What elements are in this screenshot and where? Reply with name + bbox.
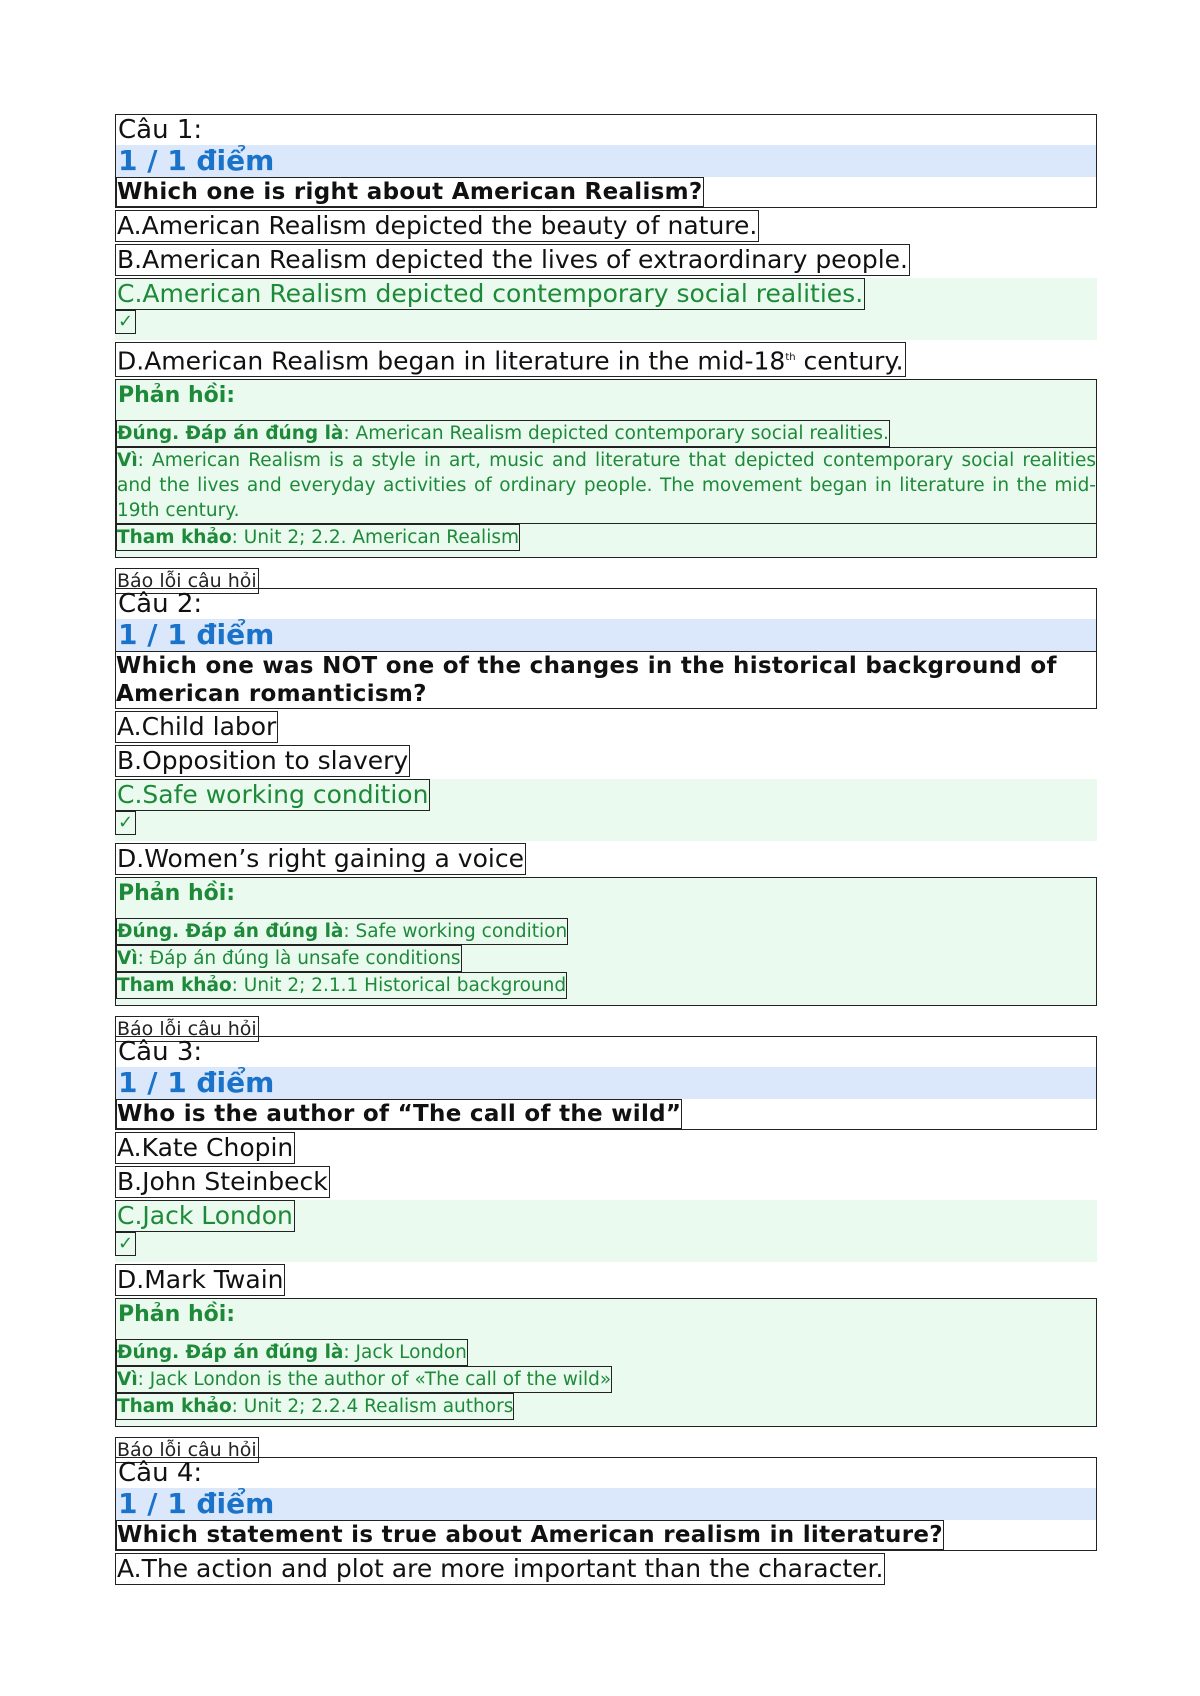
answer-text: B.John Steinbeck [117, 1167, 328, 1197]
question-header [115, 1457, 1097, 1520]
report-question-link[interactable]: Báo lỗi câu hỏi [117, 570, 257, 593]
answer-d[interactable] [115, 1264, 1097, 1296]
answer-text-tail: century. [795, 346, 904, 376]
report-question-link[interactable]: Báo lỗi câu hỏi [117, 1439, 257, 1462]
question-text: Which one is right about American Realism? [117, 179, 703, 205]
feedback-why [116, 1366, 1096, 1393]
checkmark-icon: ✓ [115, 310, 136, 334]
answer-a[interactable] [115, 210, 1097, 242]
feedback-correct [116, 1339, 1096, 1366]
answer-a[interactable] [115, 1553, 1097, 1585]
answer-text: A.Kate Chopin [117, 1133, 294, 1163]
why-label: Vì [117, 1369, 138, 1391]
question-text: Which statement is true about American realism in literature? [117, 1522, 943, 1549]
question-box [115, 1099, 1097, 1130]
answer-b[interactable] [115, 745, 1097, 777]
score: 1 / 1 điểm [116, 145, 1096, 177]
answer-text: D.Mark Twain [117, 1265, 284, 1295]
score: 1 / 1 điểm [116, 1488, 1096, 1520]
correct-label: Đúng. Đáp án đúng là [117, 921, 344, 943]
correct-value: : Safe working condition [343, 921, 568, 943]
feedback-title: Phản hồi: [118, 881, 236, 907]
question-4 [115, 1457, 1097, 1585]
answer-d[interactable] [115, 843, 1097, 875]
answer-text [115, 342, 906, 377]
feedback-reference [116, 972, 1096, 999]
why-label: Vì [117, 450, 138, 472]
checkmark-icon: ✓ [115, 811, 136, 835]
feedback-title: Phản hồi: [118, 1302, 236, 1328]
question-3 [115, 1036, 1097, 1462]
feedback-title: Phản hồi: [118, 383, 236, 409]
answer-text: C.Jack London [117, 1201, 293, 1231]
answer-c-correct[interactable] [115, 779, 1097, 811]
feedback-reference [116, 1393, 1096, 1420]
question-1 [115, 114, 1097, 593]
answer-text: B.Opposition to slavery [117, 746, 409, 776]
feedback-correct [116, 420, 1096, 447]
answer-c-correct[interactable] [115, 278, 1097, 310]
report-question-link[interactable]: Báo lỗi câu hỏi [117, 1018, 257, 1041]
check-row [115, 310, 1097, 340]
question-header [115, 1036, 1097, 1099]
score: 1 / 1 điểm [116, 619, 1096, 651]
answer-a[interactable] [115, 711, 1097, 743]
correct-value: : Jack London [343, 1342, 467, 1364]
answer-text-main: D.American Realism began in literature in the mid-18 [117, 346, 786, 376]
question-label: Câu 1: [118, 115, 203, 145]
question-text: Which one was NOT one of the changes in the historical background of American romanticism? [116, 651, 1096, 708]
question-2 [115, 588, 1097, 1041]
why-value: : Đáp án đúng là unsafe conditions [137, 948, 461, 970]
answer-text: C.Safe working condition [117, 780, 429, 810]
correct-label: Đúng. Đáp án đúng là [117, 423, 344, 445]
answer-text: A.Child labor [117, 712, 277, 742]
reference-value: : Unit 2; 2.1.1 Historical background [231, 975, 567, 997]
feedback-panel [115, 877, 1097, 1006]
feedback-why [116, 447, 1096, 524]
question-label: Câu 2: [118, 589, 203, 620]
checkmark-icon: ✓ [115, 1232, 136, 1256]
question-header [115, 588, 1097, 651]
check-row [115, 811, 1097, 841]
why-value: : American Realism is a style in art, music and literature that depicted contemporary social realities and the lives and everyday activities of ordinary people. The movement began in literature in the mid-19th century. [117, 450, 1096, 522]
answer-d[interactable] [115, 342, 1097, 377]
question-box [115, 1520, 1097, 1551]
question-box [115, 177, 1097, 208]
reference-value: : Unit 2; 2.2. American Realism [231, 527, 519, 549]
superscript: th [785, 352, 796, 363]
quiz-results [115, 114, 1097, 1585]
question-label: Câu 3: [118, 1037, 203, 1068]
reference-value: : Unit 2; 2.2.4 Realism authors [231, 1396, 514, 1418]
question-box [115, 651, 1097, 709]
why-label: Vì [117, 948, 138, 970]
answer-text: A.The action and plot are more important than the character. [117, 1554, 884, 1584]
answer-b[interactable] [115, 244, 1097, 276]
why-value: : Jack London is the author of «The call of the wild» [137, 1369, 612, 1391]
answer-text: C.American Realism depicted contemporary social realities. [117, 279, 864, 308]
answer-c-correct[interactable] [115, 1200, 1097, 1232]
reference-label: Tham khảo [117, 975, 232, 997]
correct-value: : American Realism depicted contemporary social realities. [343, 423, 889, 445]
answer-text: B.American Realism depicted the lives of extraordinary people. [117, 245, 909, 274]
feedback-why [116, 945, 1096, 972]
score: 1 / 1 điểm [116, 1067, 1096, 1099]
reference-label: Tham khảo [117, 527, 232, 549]
answer-b[interactable] [115, 1166, 1097, 1198]
question-text: Who is the author of “The call of the wild” [117, 1101, 682, 1128]
question-header [115, 114, 1097, 177]
answer-text: D.Women’s right gaining a voice [117, 844, 524, 874]
feedback-panel [115, 379, 1097, 558]
feedback-reference [116, 524, 1096, 551]
answer-text: A.American Realism depicted the beauty of nature. [117, 211, 758, 240]
question-label: Câu 4: [118, 1458, 203, 1489]
answer-a[interactable] [115, 1132, 1097, 1164]
correct-label: Đúng. Đáp án đúng là [117, 1342, 344, 1364]
feedback-panel [115, 1298, 1097, 1427]
feedback-correct [116, 918, 1096, 945]
reference-label: Tham khảo [117, 1396, 232, 1418]
check-row [115, 1232, 1097, 1262]
